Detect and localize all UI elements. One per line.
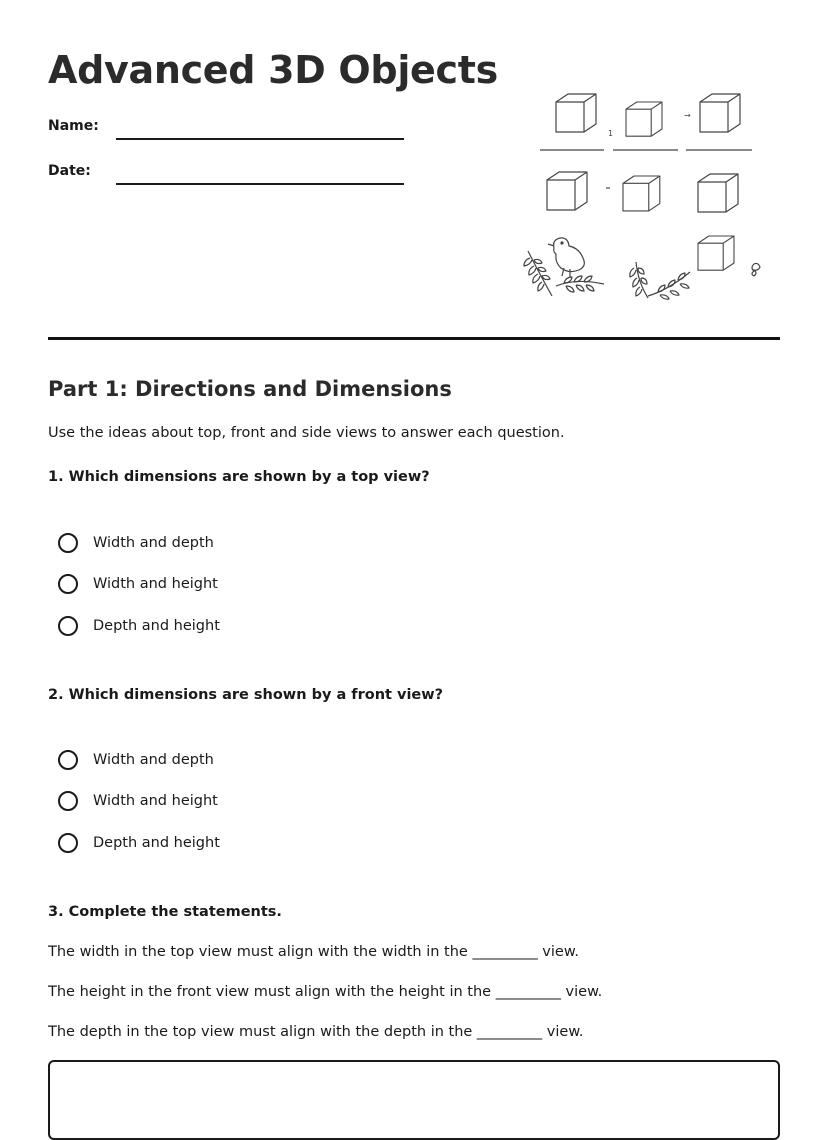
q2-option-width-height[interactable]	[58, 789, 218, 813]
option-label: Depth and height	[93, 835, 220, 851]
svg-text:→: →	[684, 111, 691, 120]
bird-icon	[548, 238, 584, 277]
small-knot-icon	[752, 263, 760, 276]
cube-icon	[626, 102, 662, 136]
worksheet-title: Advanced 3D Objects	[48, 48, 498, 92]
date-input-line[interactable]	[116, 183, 404, 185]
radio-circle-icon[interactable]	[58, 750, 78, 770]
option-label: Width and depth	[93, 752, 214, 768]
section-divider	[48, 337, 780, 340]
q1-option-depth-height[interactable]	[58, 614, 220, 638]
statement-1: The width in the top view must align with the width in the _________ view.	[48, 944, 579, 960]
leaf-branch-icon	[630, 262, 690, 299]
cube-icon	[556, 94, 596, 132]
answer-box[interactable]	[48, 1060, 780, 1140]
radio-circle-icon[interactable]	[58, 833, 78, 853]
question-3-prompt: 3. Complete the statements.	[48, 904, 282, 920]
date-label: Date:	[48, 163, 91, 179]
statement-2: The height in the front view must align with the height in the _________ view.	[48, 984, 603, 1000]
name-input-line[interactable]	[116, 138, 404, 140]
cube-icon	[547, 172, 587, 210]
name-label: Name:	[48, 118, 99, 134]
option-label: Depth and height	[93, 618, 220, 634]
question-2-prompt: 2. Which dimensions are shown by a front view?	[48, 687, 444, 703]
q2-option-width-depth[interactable]	[58, 748, 214, 772]
option-label: Width and depth	[93, 535, 214, 551]
svg-text:1: 1	[608, 129, 614, 138]
part1-instructions: Use the ideas about top, front and side views to answer each question.	[48, 425, 565, 441]
radio-circle-icon[interactable]	[58, 533, 78, 553]
radio-circle-icon[interactable]	[58, 791, 78, 811]
q1-option-width-depth[interactable]	[58, 531, 214, 555]
cube-icon	[698, 174, 738, 212]
cube-icon	[623, 176, 660, 211]
part1-title: Part 1: Directions and Dimensions	[48, 377, 452, 401]
q2-option-depth-height[interactable]	[58, 831, 220, 855]
cube-icon	[698, 236, 734, 270]
radio-circle-icon[interactable]	[58, 574, 78, 594]
cube-icon	[700, 94, 740, 132]
q1-option-width-height[interactable]	[58, 572, 218, 596]
radio-circle-icon[interactable]	[58, 616, 78, 636]
option-label: Width and height	[93, 793, 218, 809]
leaf-branch-icon	[524, 251, 604, 296]
option-label: Width and height	[93, 576, 218, 592]
cube-views-illustration	[520, 86, 770, 306]
statement-3: The depth in the top view must align with the depth in the _________ view.	[48, 1024, 584, 1040]
question-1-prompt: 1. Which dimensions are shown by a top view?	[48, 469, 430, 485]
